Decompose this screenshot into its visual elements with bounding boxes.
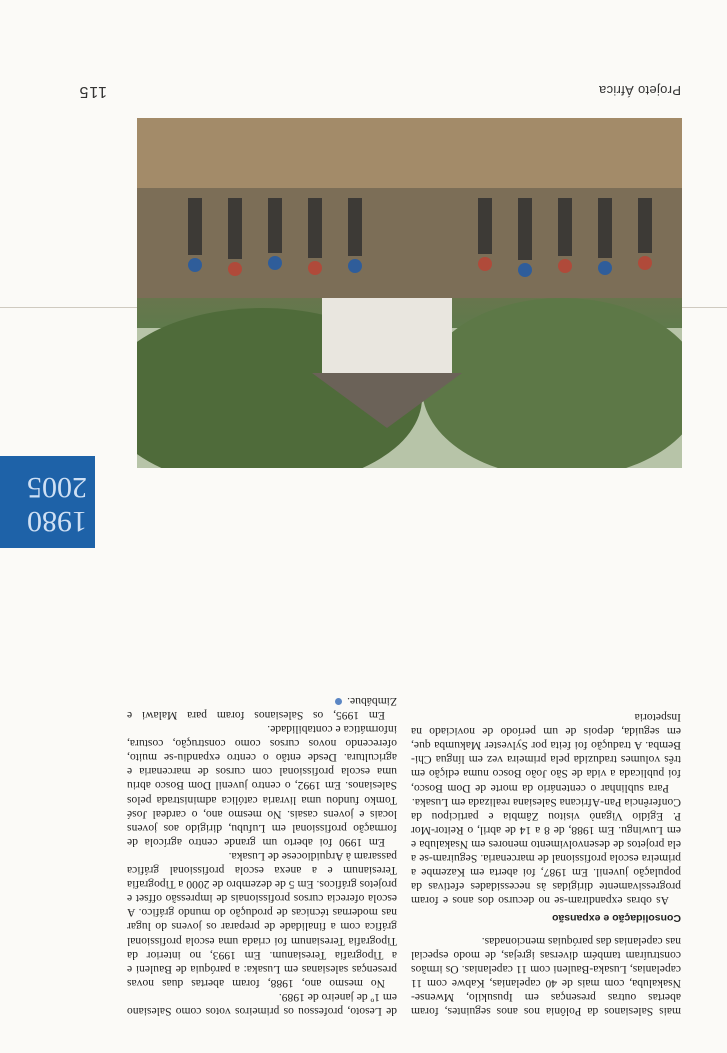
- paragraph: Em 1990 foi aberto um grande centro agrícola de formação profissional em Lufubu, dirigido aos jovens locais e jovens casais. No mesmo ano, o cardeal José Tomko fundou uma livraria católica administrada pelos Salesianos. Em 1992, o centro juvenil Dom Bosco abriu uma escola profissional com cursos de marcenaria e agricultura. Desde então o centro expandiu-se muito, oferecendo novos cursos como construção, costura, informática e contabilidade.: [127, 723, 397, 849]
- text-column-left: [411, 710, 681, 1018]
- paragraph: As obras expandiram-se no decurso dos anos e foram progressivamente dirigidas às necessidades efetivas da população juvenil. Em 1987, foi aberta em Kazembe a primeira escola profissional de marcenaria. Seguiram-se a ela projetos de desenvolvimento menores em Nsakaluba e em Luwingu. Em 1988, de 8 a 14 de abril, o Reitor-Mor P. Egídio Viganò visitou Zâmbia e participou da Conferência Pan-Africana Salesiana realizada em Lusaka.: [411, 795, 681, 908]
- year-end: 2005: [27, 471, 87, 504]
- paragraph-text: Em 1995, os Salesianos foram para Malawi e Zimbábue.: [127, 694, 397, 723]
- photo-illustration: [137, 118, 682, 468]
- year-start: 1980: [27, 505, 87, 538]
- running-header: Projeto África: [598, 83, 681, 98]
- section-heading: Consolidação e expansão: [552, 912, 681, 925]
- paragraph: de Lesoto, professou os primeiros votos como Salesiano em 1º de janeiro de 1989.: [127, 990, 397, 1018]
- end-bullet-icon: [335, 698, 342, 705]
- photograph: [137, 118, 682, 468]
- text-column-right: [127, 694, 397, 1018]
- paragraph: No mesmo ano, 1988, foram abertas duas novas presenças salesianas em Lusaka: a paróquia de Bauleni e a Tipografia Teresianum. Em 1993, no interior da Tipografia Teresianum foi criada uma escola profissional gráfica com a finalidade de preparar os jovens do lugar nas modernas técnicas de produção do mundo gráfico. A escola oferecia cursos profissionais de impressão offset e projetos gráficos. Em 5 de dezembro de 2000 a Tipografia Teresianum e a anexa escola profissional gráfica passaram à Arquidiocese de Lusaka.: [127, 849, 397, 990]
- paragraph: Para sublinhar o centenário da morte de Dom Bosco, foi publicada a vida de São João Bosco numa edição em três volumes traduzida pela primeira vez em língua Chi-Bemba. A tradução foi feita por Sylvester Makumba que, em seguida, depois de um período de noviciado na Inspetoria: [411, 711, 681, 795]
- paragraph-end: [127, 694, 397, 722]
- page-number: 115: [78, 83, 107, 100]
- paragraph: mais Salesianos da Polônia nos anos seguintes, foram abertas outras presenças em Ipusukilo, Mwense-Nsakaluba, com mais de 40 capelanias, Kabwe com 11 capelanias, Lusaka-Bauleni com 11 capelanias. Os irmãos construíram também diversas igrejas, de modo especial nas capelanias das paróquias mencionadas.: [411, 934, 681, 1018]
- year-range-tab: [0, 456, 95, 548]
